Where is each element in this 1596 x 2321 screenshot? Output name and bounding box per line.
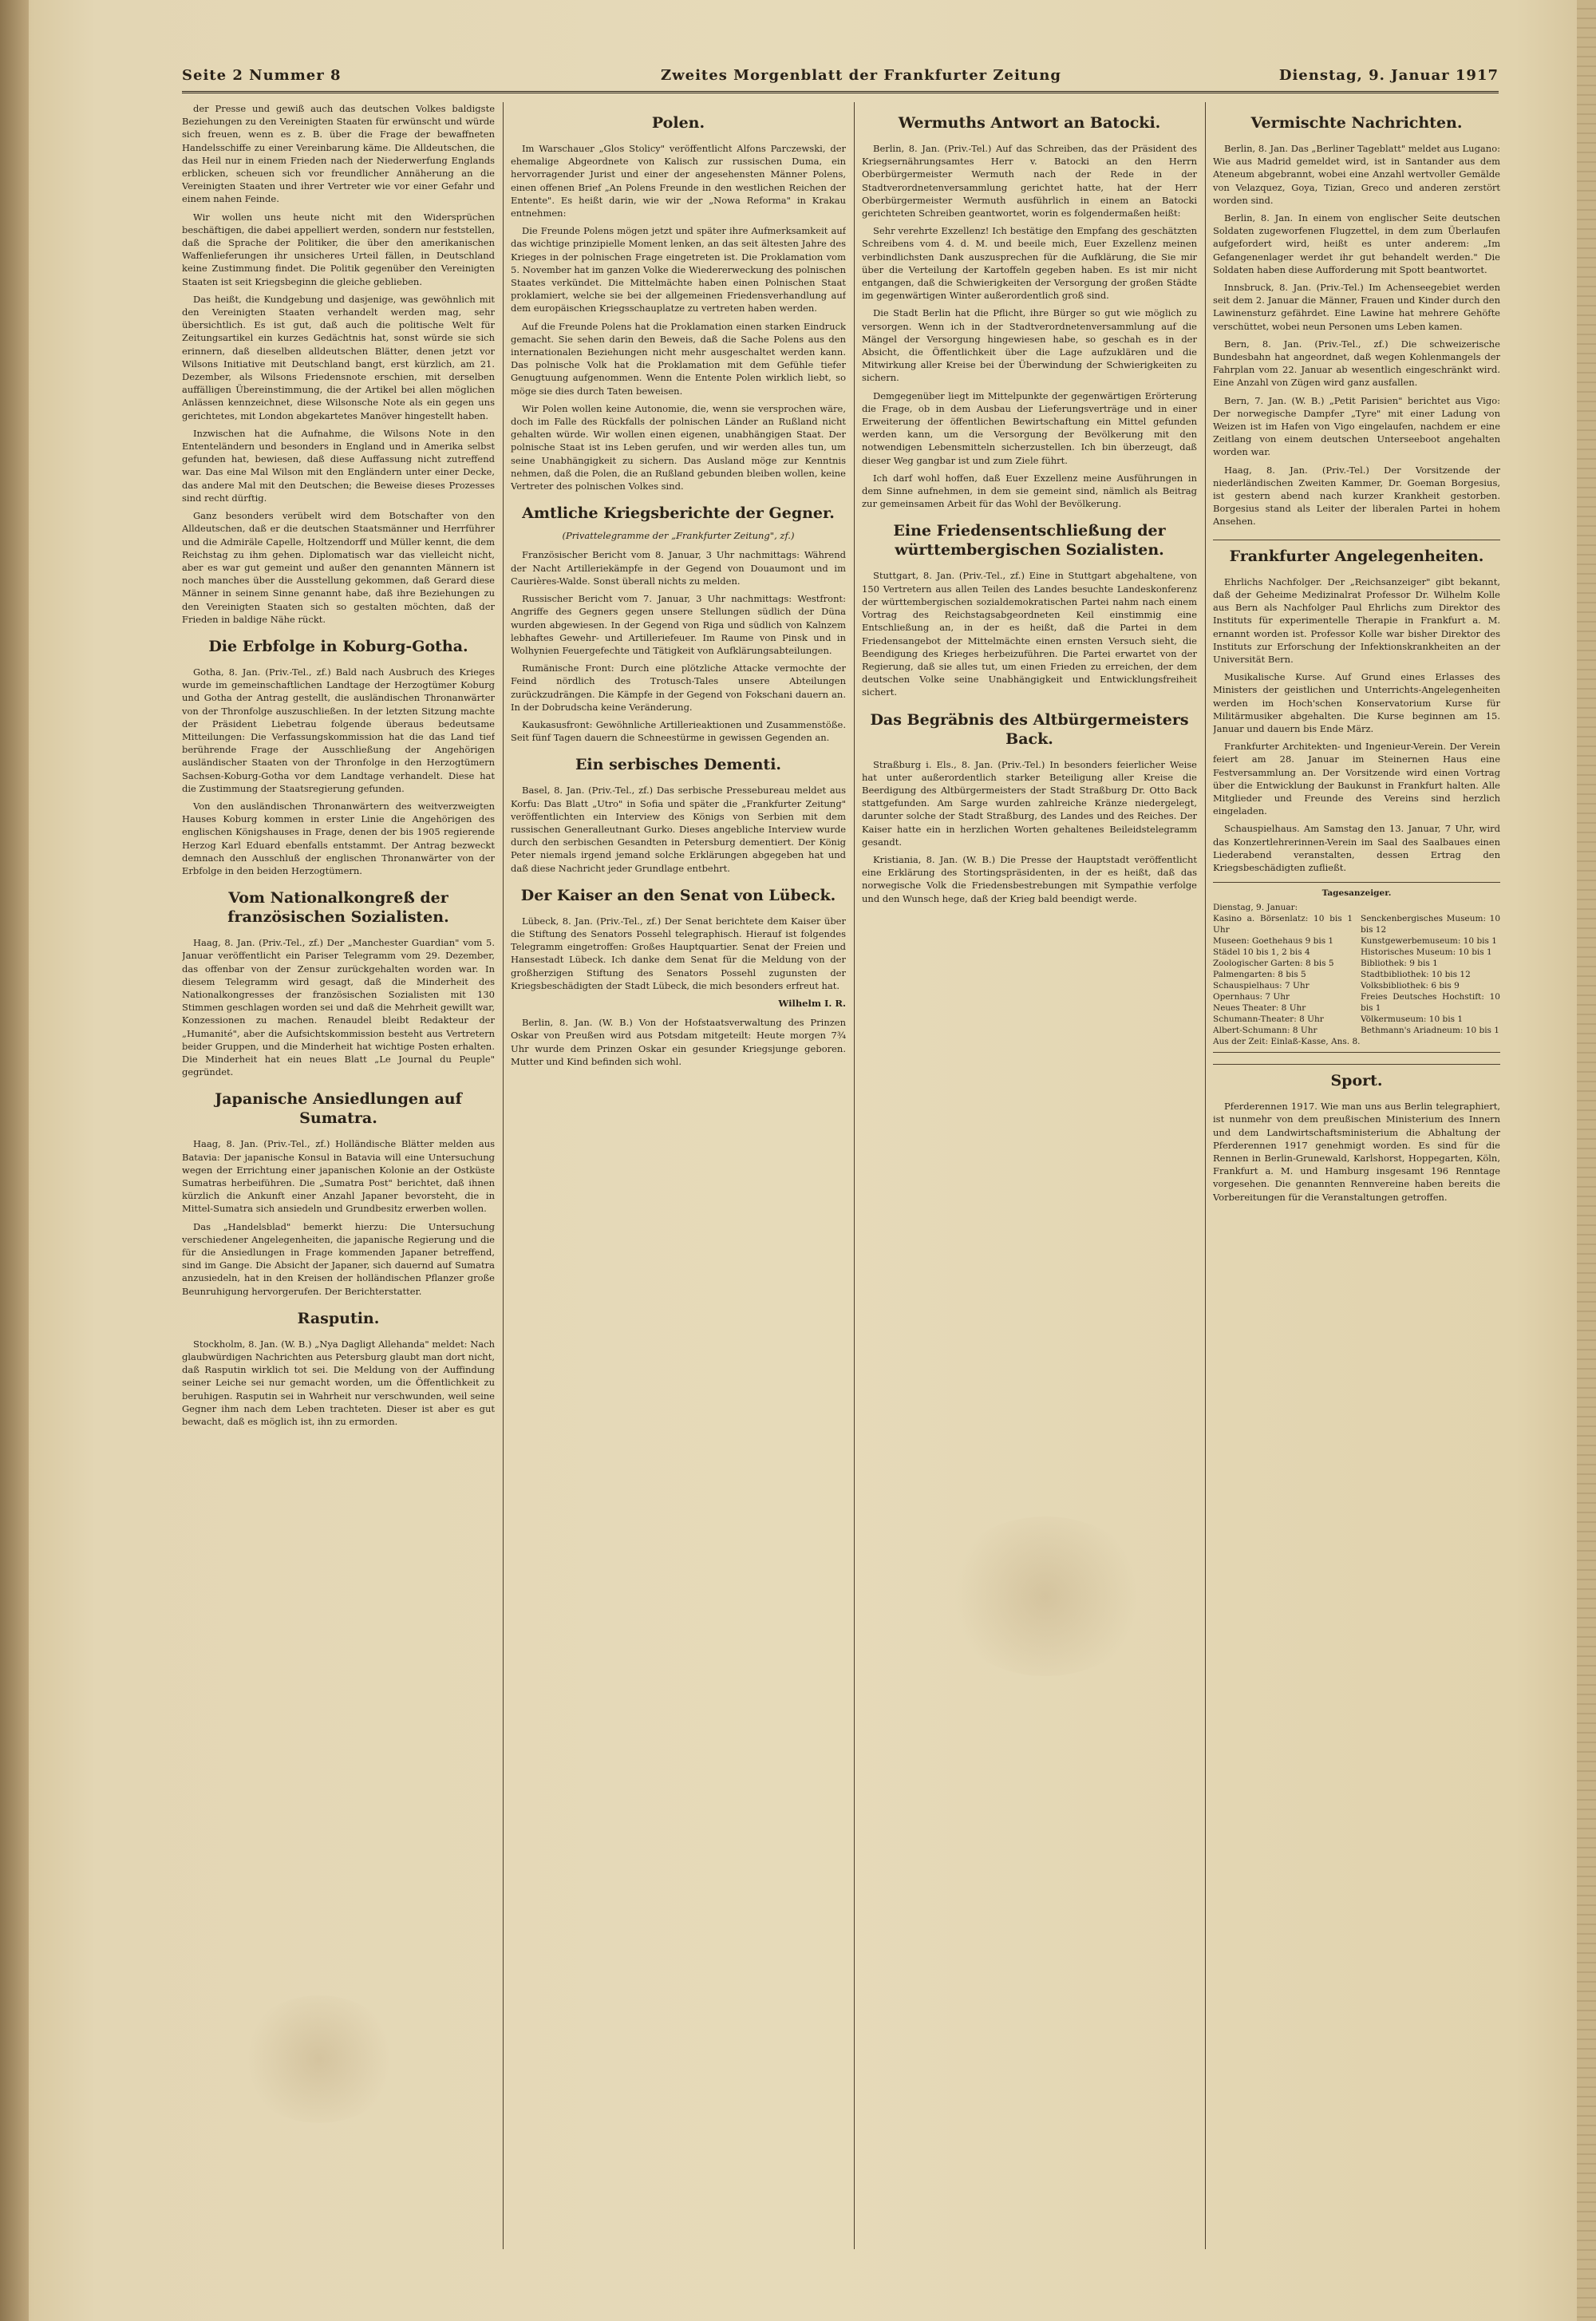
listing-grid	[1213, 913, 1500, 1036]
section-heading: Polen.	[651, 114, 705, 132]
column-rule	[854, 102, 855, 2249]
article-paragraph: Straßburg i. Els., 8. Jan. (Priv.-Tel.) In besonders feierlicher Weise hat unter außerordentlich starker Beteiligung aller Kreise die Beerdigung des Altbürgermeisters der Stadt Straßburg Dr. Otto Back stattgefunden. Am Sarge wurden zahlreiche Kränze niedergelegt, darunter solche der Stadt Straßburg, des Landes und des Reiches. Der Kaiser hatte ein in herzlichen Worten gehaltenes Beileidstelegramm gesandt.	[862, 758, 1197, 848]
article-paragraph: Basel, 8. Jan. (Priv.-Tel., zf.) Das serbische Pressebureau meldet aus Korfu: Das Blatt „Utro" in Sofia und später die „Frankfurter Zeitung" veröffentlichten ein Interview des Königs von Serbien mit dem russischen Generalleutnant Gurko. Dieses angebliche Interview wurde durch den serbischen Gesandten in Petersburg dementiert. Der König Peter niemals irgend jemand solche Erklärungen abgegeben hat und daß diese Nachricht jeder Grundlage entbehrt.	[511, 785, 846, 874]
column-3	[862, 102, 1197, 2249]
signature: Wilhelm I. R.	[778, 997, 846, 1009]
article-paragraph: Russischer Bericht vom 7. Januar, 3 Uhr nachmittags: Westfront: Angriffe des Gegners gegen unsere Stellungen südlich der Düna wurden abgewiesen. In der Gegend von Riga und südlich von Kalnzem lebhaftes Gewehr- und Artilleriefeuer. Im Raume von Pinsk und in Wolhynien Feuergefechte und Tätigkeit von Aufklärungsabteilungen.	[511, 593, 846, 656]
article-paragraph: Stockholm, 8. Jan. (W. B.) „Nya Dagligt Allehanda" meldet: Nach glaubwürdigen Nachrichten aus Petersburg glaubt man dort nicht, daß Rasputin wirklich tot sei. Die Meldung von der Auffindung seiner Leiche sei nur gemacht worden, um die Öffentlichkeit zu beruhigen. Rasputin sei in Wahrheit nur verschwunden, weil seine Gegner ihm nach dem Leben trachteten. Dieser ist aber es gut bewacht, daß es möglich ist, ihn zu ermorden.	[182, 1338, 495, 1428]
page-edge-strip	[1577, 0, 1596, 2321]
article-paragraph: Die Stadt Berlin hat die Pflicht, ihre Bürger so gut wie möglich zu versorgen. Wenn ich in der Stadtverordnetenversammlung auf die Mängel der Versorgung hingewiesen habe, so geschah es in der Absicht, die Öffentlichkeit über die Lage aufzuklären und die Mitwirkung aller Kreise bei der Überwindung der Schwierigkeiten zu sichern.	[862, 307, 1197, 384]
listing-entry: Neues Theater: 8 Uhr	[1213, 1003, 1306, 1014]
listing-entry: Kasino a. Börsenlatz: 10 bis 1 Uhr	[1213, 914, 1353, 935]
listing-entry: Völkermuseum: 10 bis 1	[1361, 1014, 1463, 1025]
newspaper-title: Zweites Morgenblatt der Frankfurter Zeitung	[661, 67, 1061, 84]
article-paragraph: Rumänische Front: Durch eine plötzliche Attacke vermochte der Feind nördlich des Trotusch-Tales unsere Abteilungen zurückzudrängen. Die Kämpfe in der Gegend von Fokschani dauern an. In der Dobrudscha keine Veränderung.	[511, 662, 846, 713]
article-paragraph: Im Warschauer „Glos Stolicy" veröffentlicht Alfons Parczewski, der ehemalige Abgeordnete von Kalisch zur russischen Duma, ein hervorragender Jurist und einer der angesehensten Männer Polens, einen offenen Brief „An Polens Freunde in den westlichen Reichen der Entente". Es heißt darin, wie wir der „Nowa Reforma" in Krakau entnehmen:	[511, 143, 846, 219]
article-paragraph: Ehrlichs Nachfolger. Der „Reichsanzeiger" gibt bekannt, daß der Geheime Medizinalrat Professor Dr. Wilhelm Kolle aus Bern als Nachfolger Paul Ehrlichs zum Direktor des Instituts für experimentelle Therapie in Frankfurt a. M. ernannt worden ist. Professor Kolle war bisher Direktor des Instituts zur Erforschung der Infektionskrankheiten an der Universität Bern.	[1213, 575, 1500, 665]
listing-entry: Zoologischer Garten: 8 bis 5	[1213, 959, 1334, 969]
column-rule	[503, 102, 504, 2249]
article-paragraph: der Presse und gewiß auch das deutschen Volkes baldigste Beziehungen zu den Vereinigten Staaten für erwünscht und würde sich freuen, wenn es z. B. über die Frage der bewaffneten Handelsschiffe zu einer Vereinbarung käme. Die Alldeutschen, die das Heil nur in einem Frieden nach der Niederwerfung Englands erblicken, scheuen sich vor freundlicher Annäherung an die Vereinigten Staaten und ihrer Vertreter wie vor einer Gefahr und einem nahen Feinde.	[182, 103, 495, 205]
section-heading: Vermischte Nachrichten.	[1250, 114, 1463, 132]
daily-listings	[1213, 882, 1500, 1053]
book-spine	[0, 0, 29, 2321]
article-paragraph: Haag, 8. Jan. (Priv.-Tel.) Der Vorsitzende der niederländischen Zweiten Kammer, Dr. Goeman Borgesius, ist gestern abend nach kurzer Krankheit gestorben. Borgesius stand als Leiter der liberalen Partei in hohem Ansehen.	[1213, 464, 1500, 528]
listing-day: Dienstag, 9. Januar:	[1213, 903, 1298, 913]
section-subheading: (Privattelegramme der „Frankfurter Zeitung", zf.)	[562, 530, 795, 542]
article-paragraph: Berlin, 8. Jan. Das „Berliner Tageblatt" meldet aus Lugano: Wie aus Madrid gemeldet wird, ist in Santander aus dem Ateneum abgebrannt, wobei eine Anzahl wertvoller Gemälde von Velazquez, Goya, Tizian, Greco und anderen zerstört worden sind.	[1213, 143, 1500, 206]
listing-entry: Stadtbibliothek: 10 bis 12	[1361, 970, 1471, 980]
article-paragraph: Ich darf wohl hoffen, daß Euer Exzellenz meine Ausführungen in dem Sinne aufnehmen, in dem sie gemeint sind, nämlich als Beitrag zur gemeinsamen Arbeit für das Wohl der Bevölkerung.	[862, 472, 1197, 510]
listing-entry: Bethmann's Ariadneum: 10 bis 1	[1361, 1026, 1499, 1036]
column-rule	[1205, 102, 1206, 2249]
article-paragraph: Berlin, 8. Jan. In einem von englischer Seite deutschen Soldaten zugeworfenen Flugzettel, in dem zum Überlaufen aufgefordert wird, heißt es unter anderem: „Im Gefangenenlager werdet ihr gut behandelt werden." Die Soldaten haben diese Aufforderung mit Spott beantwortet.	[1213, 212, 1500, 275]
listing-entry: Freies Deutsches Hochstift: 10 bis 1	[1361, 992, 1500, 1014]
listing-entry: Historisches Museum: 10 bis 1	[1361, 947, 1492, 958]
section-heading: Das Begräbnis des Altbürgermeisters Back.	[870, 710, 1189, 748]
article-paragraph: Das heißt, die Kundgebung und dasjenige, was gewöhnlich mit den Vereinigten Staaten verhandelt werden mag, sehr übersichtlich. Es ist gut, daß auch die politische Welt für Zeitungsartikel ein kurzes Gedächtnis hat, sonst würde sie sich erinnern, daß dieselben alldeutschen Blätter, denen jetzt vor Wilsons Initiative mit Deutschland bangt, erst kürzlich, am 21. Dezember, als Wilsons Friedensnote erschien, mit derselben auffälligen Übereinstimmung, die der Artikel bei allen möglichen Anlässen kennzeichnet, diese Wilsonsche Note als ein gegen uns gerichtetes, mit London abgekartetes Manöver hingestellt haben.	[182, 293, 495, 421]
page-number: Seite 2 Nummer 8	[182, 67, 342, 84]
listing-entry: Senckenbergisches Museum: 10 bis 12	[1361, 914, 1500, 935]
article-paragraph: Schauspielhaus. Am Samstag den 13. Januar, 7 Uhr, wird das Konzertlehrerinnen-Verein im Saal des Saalbaues einen Liederabend veranstalten, dessen Ertrag den Kriegsbeschädigten zufließt.	[1213, 823, 1500, 873]
article-paragraph: Haag, 8. Jan. (Priv.-Tel., zf.) Holländische Blätter melden aus Batavia: Der japanische Konsul in Batavia will eine Untersuchung wegen der Errichtung einer japanischen Kolonie an der Ostküste Sumatras herbeiführen. Die „Sumatra Post" berichtet, daß ihnen kürzlich die Ankunft einer Anzahl Japaner bevorsteht, die in Mittel-Sumatra sich ansiedeln und Grundbesitz erwerben wollen.	[182, 1138, 495, 1215]
article-paragraph: Bern, 8. Jan. (Priv.-Tel., zf.) Die schweizerische Bundesbahn hat angeordnet, daß wegen Kohlenmangels der Fahrplan vom 22. Januar ab wesentlich eingeschränkt wird. Eine Anzahl von Zügen wird ganz ausfallen.	[1213, 338, 1500, 389]
listing-entry: Schumann-Theater: 8 Uhr	[1213, 1014, 1324, 1025]
column-4	[1213, 102, 1500, 2249]
listing-entry: Städel 10 bis 1, 2 bis 4	[1213, 947, 1310, 958]
article-paragraph: Die Freunde Polens mögen jetzt und später ihre Aufmerksamkeit auf das wichtige prinzipielle Moment lenken, an das seit ältesten Jahre des Krieges in der polnischen Frage eingetreten ist. Die Proklamation vom 5. November hat im ganzen Volke die Wiedererweckung des polnischen Staates verkündet. Die Mittelmächte haben einen Polnischen Staat proklamiert, welche sie bei der allgemeinen Friedensverhandlung auf dem europäischen Kriegsschauplatze zu vertreten haben werden.	[511, 225, 846, 314]
article-paragraph: Von den ausländischen Thronanwärtern des weitverzweigten Hauses Koburg kommen in erster Linie die Angehörigen des englischen Königshauses in Frage, denen der bis 1905 regierende Herzog Karl Eduard ebenfalls entstammt. Der Antrag bezweckt demnach den Ausschluß der englischen Thronanwärter von der Erbfolge in den beiden Herzogtümern.	[182, 800, 495, 876]
section-heading: Rasputin.	[297, 1309, 380, 1327]
article-paragraph: Kristiania, 8. Jan. (W. B.) Die Presse der Hauptstadt veröffentlicht eine Erklärung des Stortingspräsidenten, in der es heißt, daß das norwegische Volk die Friedensbestrebungen mit Sympathie verfolge und den Wunsch hege, daß der Krieg bald beendigt werde.	[862, 853, 1197, 904]
listing-entry: Albert-Schumann: 8 Uhr	[1213, 1026, 1317, 1036]
article-paragraph: Das „Handelsblad" bemerkt hierzu: Die Untersuchung verschiedener Angelegenheiten, die japanische Regierung und die für die Ansiedlungen in Frage kommenden Japaner betreffend, sind im Gange. Die Absicht der Japaner, sich dauernd auf Sumatra anzusiedeln, hat in den Kreisen der holländischen Pflanzer große Beunruhigung hervorgerufen. Der Berichterstatter.	[182, 1220, 495, 1297]
article-paragraph: Frankfurter Architekten- und Ingenieur-Verein. Der Verein feiert am 28. Januar im Steinernen Haus eine Festversammlung an. Der Vorsitzende wird einen Vortrag über die Entwicklung der Baukunst in Frankfurt halten. Alle Mitglieder und Freunde des Vereins sind herzlich eingeladen.	[1213, 741, 1500, 817]
section-heading: Ein serbisches Dementi.	[575, 756, 782, 774]
section-heading: Eine Friedensentschließung der württembergischen Sozialisten.	[893, 522, 1166, 559]
article-paragraph: Musikalische Kurse. Auf Grund eines Erlasses des Ministers der geistlichen und Unterrichts-Angelegenheiten werden im Hoch'schen Konservatorium Kurse für Militärmusiker abgehalten. Die Kurse beginnen am 15. Januar und dauern bis Ende März.	[1213, 671, 1500, 734]
listing-entry: Museen: Goethehaus 9 bis 1	[1213, 936, 1334, 947]
article-paragraph: Demgegenüber liegt im Mittelpunkte der gegenwärtigen Erörterung die Frage, ob in dem Ausbau der Lieferungsverträge und in einer Erweiterung der öffentlichen Bewirtschaftung ein Mittel gefunden werden kann, um die Versorgung der Bevölkerung mit den notwendigen Lebensmitteln sicherzustellen. Ich bin überzeugt, daß dieser Weg gangbar ist und zum Ziele führt.	[862, 389, 1197, 466]
article-paragraph: Auf die Freunde Polens hat die Proklamation einen starken Eindruck gemacht. Sie sehen darin den Beweis, daß die Sache Polens aus den internationalen Beziehungen nicht mehr ausgeschaltet werden kann. Das polnische Volk hat die Proklamation mit dem Gefühle tiefer Genugtuung aufgenommen. Wenn die Entente Polen wirklich liebt, so möge sie dies durch Taten beweisen.	[511, 320, 846, 397]
listing-footer: Aus der Zeit: Einlaß-Kasse, Ans. 8.	[1213, 1037, 1361, 1047]
section-heading: Die Erbfolge in Koburg-Gotha.	[208, 637, 468, 655]
article-paragraph: Kaukasusfront: Gewöhnliche Artillerieaktionen und Zusammenstöße. Seit fünf Tagen dauern die Schneestürme in gewissen Gegenden an.	[511, 718, 846, 744]
section-heading: Wermuths Antwort an Batocki.	[898, 114, 1161, 132]
article-paragraph: Bern, 7. Jan. (W. B.) „Petit Parisien" berichtet aus Vigo: Der norwegische Dampfer „Tyre" mit einer Ladung von Weizen ist im Hafen von Vigo eingelaufen, nachdem er eine Zeitlang von einem deutschen Unterseeboot angehalten worden war.	[1213, 394, 1500, 458]
article-paragraph: Inzwischen hat die Aufnahme, die Wilsons Note in den Ententeländern und besonders in England und in Amerika selbst gefunden hat, bewiesen, daß diese Auffassung nicht zutreffend war. Das eine Mal Wilson mit den Engländern unter einer Decke, das andere Mal mit den Deutschen; die Beweise dieses Prozesses sind recht dürftig.	[182, 427, 495, 504]
section-heading: Der Kaiser an den Senat von Lübeck.	[520, 886, 836, 904]
article-paragraph: Haag, 8. Jan. (Priv.-Tel., zf.) Der „Manchester Guardian" vom 5. Januar veröffentlicht ein Pariser Telegramm vom 29. Dezember, das offenbar von der Zensur zurückgehalten worden war. In diesem Telegramm wird gesagt, daß die Minderheit des Nationalkongresses der französischen Sozialisten mit 130 Stimmen geschlagen worden sei und daß die Mehrheit gewillt war, Konzessionen zu machen. Renaudel bleibt Redakteur der „Humanité", aber die Aufsichtskommission besteht aus Vertretern beider Gruppen, und die Minderheit hat wichtige Posten erhalten. Die Minderheit hat ein neues Blatt „Le Journal du Peuple" gegründet.	[182, 937, 495, 1078]
listing-heading: Tagesanzeiger.	[1321, 888, 1392, 899]
article-paragraph: Stuttgart, 8. Jan. (Priv.-Tel., zf.) Eine in Stuttgart abgehaltene, von 150 Vertretern aus allen Teilen des Landes besuchte Landeskonferenz der württembergischen sozialdemokratischen Partei nahm nach einem Vortrag des Reichstagsabgeordneten Keil einstimmig eine Entschließung an, in der es heißt, daß die Partei in dem Friedensangebot der Mittelmächte einen ernsten Versuch sieht, die Beendigung des Krieges herbeizuführen. Die Partei erwartet von der Regierung, daß sie alles tut, um einen Frieden zu erreichen, der dem deutschen Volke seine Unabhängigkeit und Entwicklungsfreiheit sichert.	[862, 570, 1197, 698]
listing-entry: Volksbibliothek: 6 bis 9	[1361, 981, 1460, 991]
section-heading: Sport.	[1213, 1064, 1500, 1093]
article-paragraph: Wir Polen wollen keine Autonomie, die, wenn sie versprochen wäre, doch im Falle des Rückfalls der polnischen Länder an Rußland nicht gehalten würde. Wir wollen einen eigenen, unabhängigen Staat. Der polnische Staat ist ins Leben gerufen, und wir werden alles tun, um seine Unabhängigkeit zu sichern. Das Ausland möge zur Kenntnis nehmen, daß die Polen, die an Rußland gebunden bleiben wollen, keine Vertreter des polnischen Volkes sind.	[511, 402, 846, 492]
listing-right	[1361, 913, 1500, 1036]
article-paragraph: Gotha, 8. Jan. (Priv.-Tel., zf.) Bald nach Ausbruch des Krieges wurde im gemeinschaftlichen Landtage der Herzogtümer Koburg und Gotha der Antrag gestellt, die ausländischen Thronanwärter von der Thronfolge auszuschließen. In der letzten Sitzung machte der Präsident Liebetrau folgende überaus bedeutsame Mitteilungen: Die Verfassungskommission hat die das Land tief berührende Frage der Ausschließung der Angehörigen ausländischer Staaten von der Thronfolge in den Herzogtümern Sachsen-Koburg-Gotha vor dem Landtage verhandelt. Diese hat die Zustimmung der Staatsregierung gefunden.	[182, 666, 495, 794]
article-paragraph: Wir wollen uns heute nicht mit den Widersprüchen beschäftigen, die dabei appelliert werden, sondern nur feststellen, daß die Sprache der Politiker, die über den amerikanischen Waffenlieferungen ihr unsicheres Urteil fällen, in Deutschland keine Zustimmung findet. Die Politik gegenüber den Vereinigten Staaten ist seit Kriegsbeginn die gleiche geblieben.	[182, 211, 495, 287]
article-paragraph: Französischer Bericht vom 8. Januar, 3 Uhr nachmittags: Während der Nacht Artilleriekämpfe in der Gegend von Douaumont und im Caurières-Walde. Sonst überall nichts zu melden.	[511, 549, 846, 587]
column-1	[182, 102, 495, 2249]
listing-entry: Schauspielhaus: 7 Uhr	[1213, 981, 1310, 991]
article-paragraph: Pferderennen 1917. Wie man uns aus Berlin telegraphiert, ist nunmehr von dem preußischen Ministerium des Innern und dem Landwirtschaftsministerium die Abhaltung der Pferderennen 1917 genehmigt worden. Es sind für die Rennen in Berlin-Grunewald, Karlshorst, Hoppegarten, Köln, Frankfurt a. M. und Hamburg insgesamt 196 Renntage vorgesehen. Die genannten Rennvereine haben bereits die Vorbereitungen für die Veranstaltungen getroffen.	[1213, 1101, 1500, 1203]
listing-entry: Kunstgewerbemuseum: 10 bis 1	[1361, 936, 1497, 947]
section-heading: Vom Nationalkongreß der französischen Sozialisten.	[227, 889, 449, 927]
column-2	[511, 102, 846, 2249]
listing-entry: Opernhaus: 7 Uhr	[1213, 992, 1290, 1002]
article-paragraph: Lübeck, 8. Jan. (Priv.-Tel., zf.) Der Senat berichtete dem Kaiser über die Stiftung des Senators Possehl telegraphisch. Hierauf ist folgendes Telegramm eingetroffen: Großes Hauptquartier. Senat der Freien und Hansestadt Lübeck. Ich danke dem Senat für die Meldung von der großherzigen Stiftung des Senators Possehl zugunsten der Kriegsbeschädigten der Stadt Lübeck, die mich besonders erfreut hat.	[511, 915, 846, 991]
masthead	[182, 67, 1499, 93]
listing-entry: Palmengarten: 8 bis 5	[1213, 970, 1306, 980]
article-paragraph: Ganz besonders verübelt wird dem Botschafter von den Alldeutschen, daß er die deutschen Staatsmänner und Herrführer und die Admiräle Capelle, Holtzendorff und Müller kennt, die dem Reichstag zu ihm gehen. Diplomatisch war das vielleicht nicht, aber es war gut gemeint und außer den genannten Männern ist noch manches über die Ausstellung gekommen, daß Gerard diese Männer in seinem Sinne genannt habe, daß ihre Beziehungen zu den Vereinigten Staaten sich so gestalten möchten, daß der Frieden in baldige Nähe rückt.	[182, 510, 495, 625]
section-heading: Frankfurter Angelegenheiten.	[1213, 540, 1500, 569]
section-heading: Japanische Ansiedlungen auf Sumatra.	[215, 1090, 462, 1128]
listing-left	[1213, 913, 1353, 1036]
section-heading: Amtliche Kriegsberichte der Gegner.	[522, 504, 835, 523]
article-paragraph: Berlin, 8. Jan. (Priv.-Tel.) Auf das Schreiben, das der Präsident des Kriegsernährungsamtes Herr v. Batocki an den Herrn Oberbürgermeister Wermuth nach der Rede in der Stadtverordnetenversammlung gerichtet hatte, hat der Herr Oberbürgermeister Wermuth ausführlich in einem an Batocki gerichteten Schreiben geantwortet, worin es folgendermaßen heißt:	[862, 143, 1197, 219]
article-paragraph: Sehr verehrte Exzellenz! Ich bestätige den Empfang des geschätzten Schreibens vom 4. d. M. und beeile mich, Euer Exzellenz meinen verbindlichsten Dank auszusprechen für die Aufklärung, die Sie mir über die Verteilung der Kartoffeln gegeben haben. Es ist mir nicht entgangen, daß die Schwierigkeiten der Versorgung der großen Städte im gegenwärtigen Winter außerordentlich groß sind.	[862, 225, 1197, 302]
issue-date: Dienstag, 9. Januar 1917	[1278, 67, 1499, 84]
article-paragraph: Berlin, 8. Jan. (W. B.) Von der Hofstaatsverwaltung des Prinzen Oskar von Preußen wird aus Potsdam mitgeteilt: Heute morgen 7¾ Uhr wurde dem Prinzen Oskar ein gesunder Kriegsjunge geboren. Mutter und Kind befinden sich wohl.	[511, 1017, 846, 1067]
article-paragraph: Innsbruck, 8. Jan. (Priv.-Tel.) Im Achenseegebiet werden seit dem 2. Januar die Männer, Frauen und Kinder durch den Lawinensturz gefährdet. Eine Lawine hat mehrere Gehöfte verschüttet, wobei neun Personen ums Leben kamen.	[1213, 282, 1500, 332]
listing-entry: Bibliothek: 9 bis 1	[1361, 959, 1438, 969]
